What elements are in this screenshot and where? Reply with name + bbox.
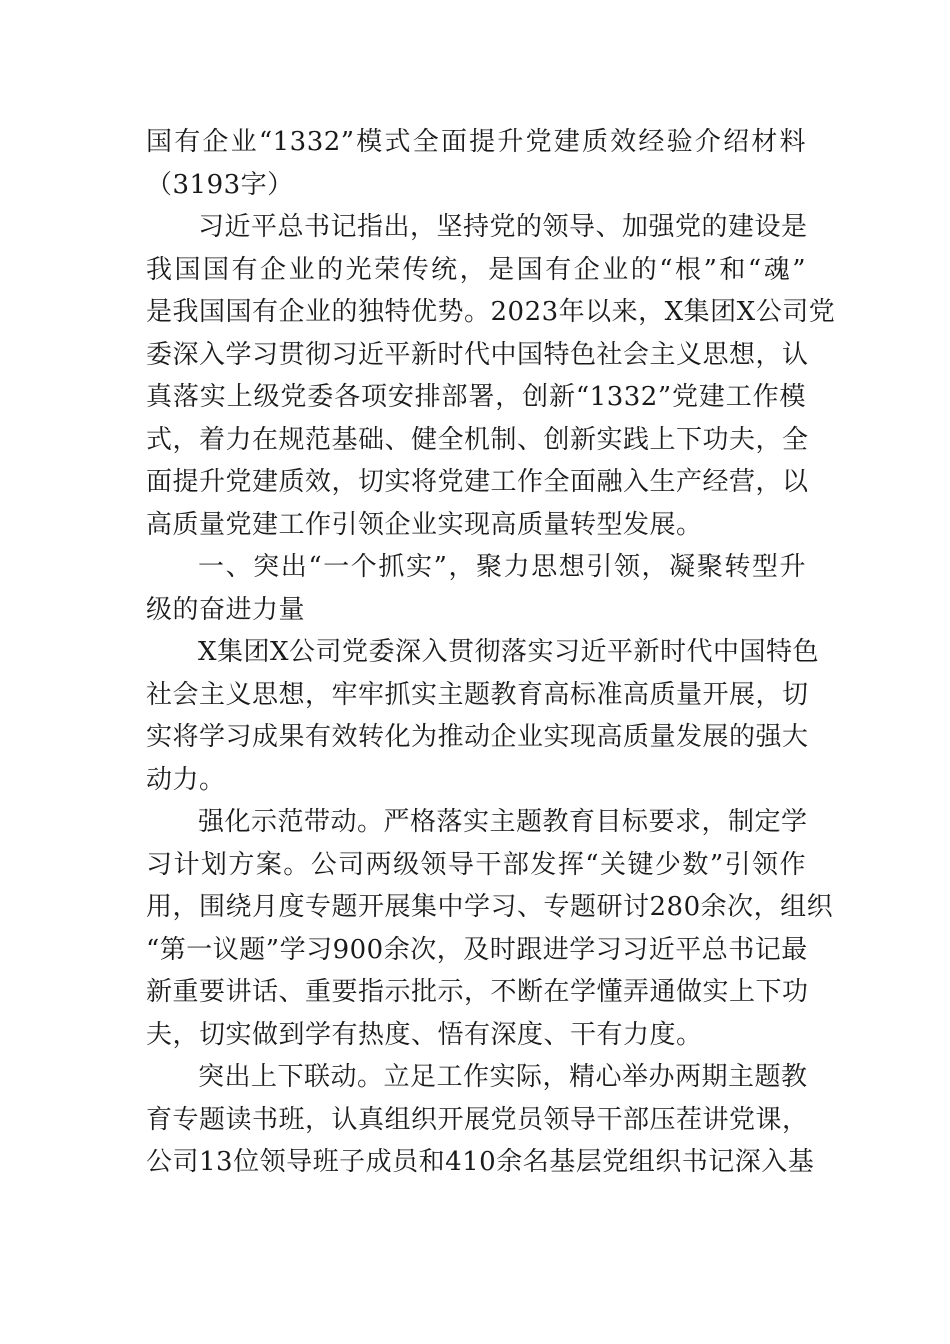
text-line: 用，围绕月度专题开展集中学习、专题研讨280余次，组织 [146,892,834,922]
text-line: 夫，切实做到学有热度、悟有深度、干有力度。 [146,1019,703,1050]
text-line: 是我国国有企业的独特优势。2023年以来，X集团X公司党 [146,297,836,327]
text-line: 式，着力在规范基础、健全机制、创新实践上下功夫，全 [146,424,809,455]
text-line: 习近平总书记指出，坚持党的领导、加强党的建设是 [198,212,808,242]
paragraph [146,1056,815,1184]
text-line: 委深入学习贯彻习近平新时代中国特色社会主义思想，认 [146,339,809,370]
text-line: 突出上下联动。立足工作实际，精心举办两期主题教 [198,1062,808,1092]
section-heading [146,546,806,631]
document-page [146,121,836,1184]
text-line: 动力。 [146,764,226,795]
paragraph [146,206,836,546]
text-line: 育专题读书班，认真组织开展党员领导干部压茬讲党课， [146,1104,809,1135]
text-line: X集团X公司党委深入贯彻落实习近平新时代中国特色 [198,637,820,667]
title-line: （3193字） [146,169,294,200]
text-line: “第一议题”学习900余次，及时跟进学习习近平总书记最 [146,934,808,965]
title-line: 国有企业“1332”模式全面提升党建质效经验介绍材料 [146,127,806,157]
text-line: 习计划方案。公司两级领导干部发挥“关键少数”引领作 [146,849,806,880]
text-line: 公司13位领导班子成员和410余名基层党组织书记深入基 [146,1147,815,1177]
paragraph [146,631,820,801]
document-title [146,121,806,206]
text-line: 高质量党建工作引领企业实现高质量转型发展。 [146,509,703,540]
text-line: 社会主义思想，牢牢抓实主题教育高标准高质量开展，切 [146,679,809,710]
text-line: 一、突出“一个抓实”，聚力思想引领，凝聚转型升 [198,552,806,582]
text-line: 实将学习成果有效转化为推动企业实现高质量发展的强大 [146,722,809,752]
text-line: 级的奋进力量 [146,594,306,625]
text-line: 强化示范带动。严格落实主题教育目标要求，制定学 [198,807,808,837]
paragraph [146,801,834,1056]
text-line: 新重要讲话、重要指示批示，不断在学懂弄通做实上下功 [146,977,809,1007]
text-line: 我国国有企业的光荣传统，是国有企业的“根”和“魂” [146,254,806,285]
text-line: 真落实上级党委各项安排部署，创新“1332”党建工作模 [146,382,806,412]
text-line: 面提升党建质效，切实将党建工作全面融入生产经营，以 [146,467,809,497]
